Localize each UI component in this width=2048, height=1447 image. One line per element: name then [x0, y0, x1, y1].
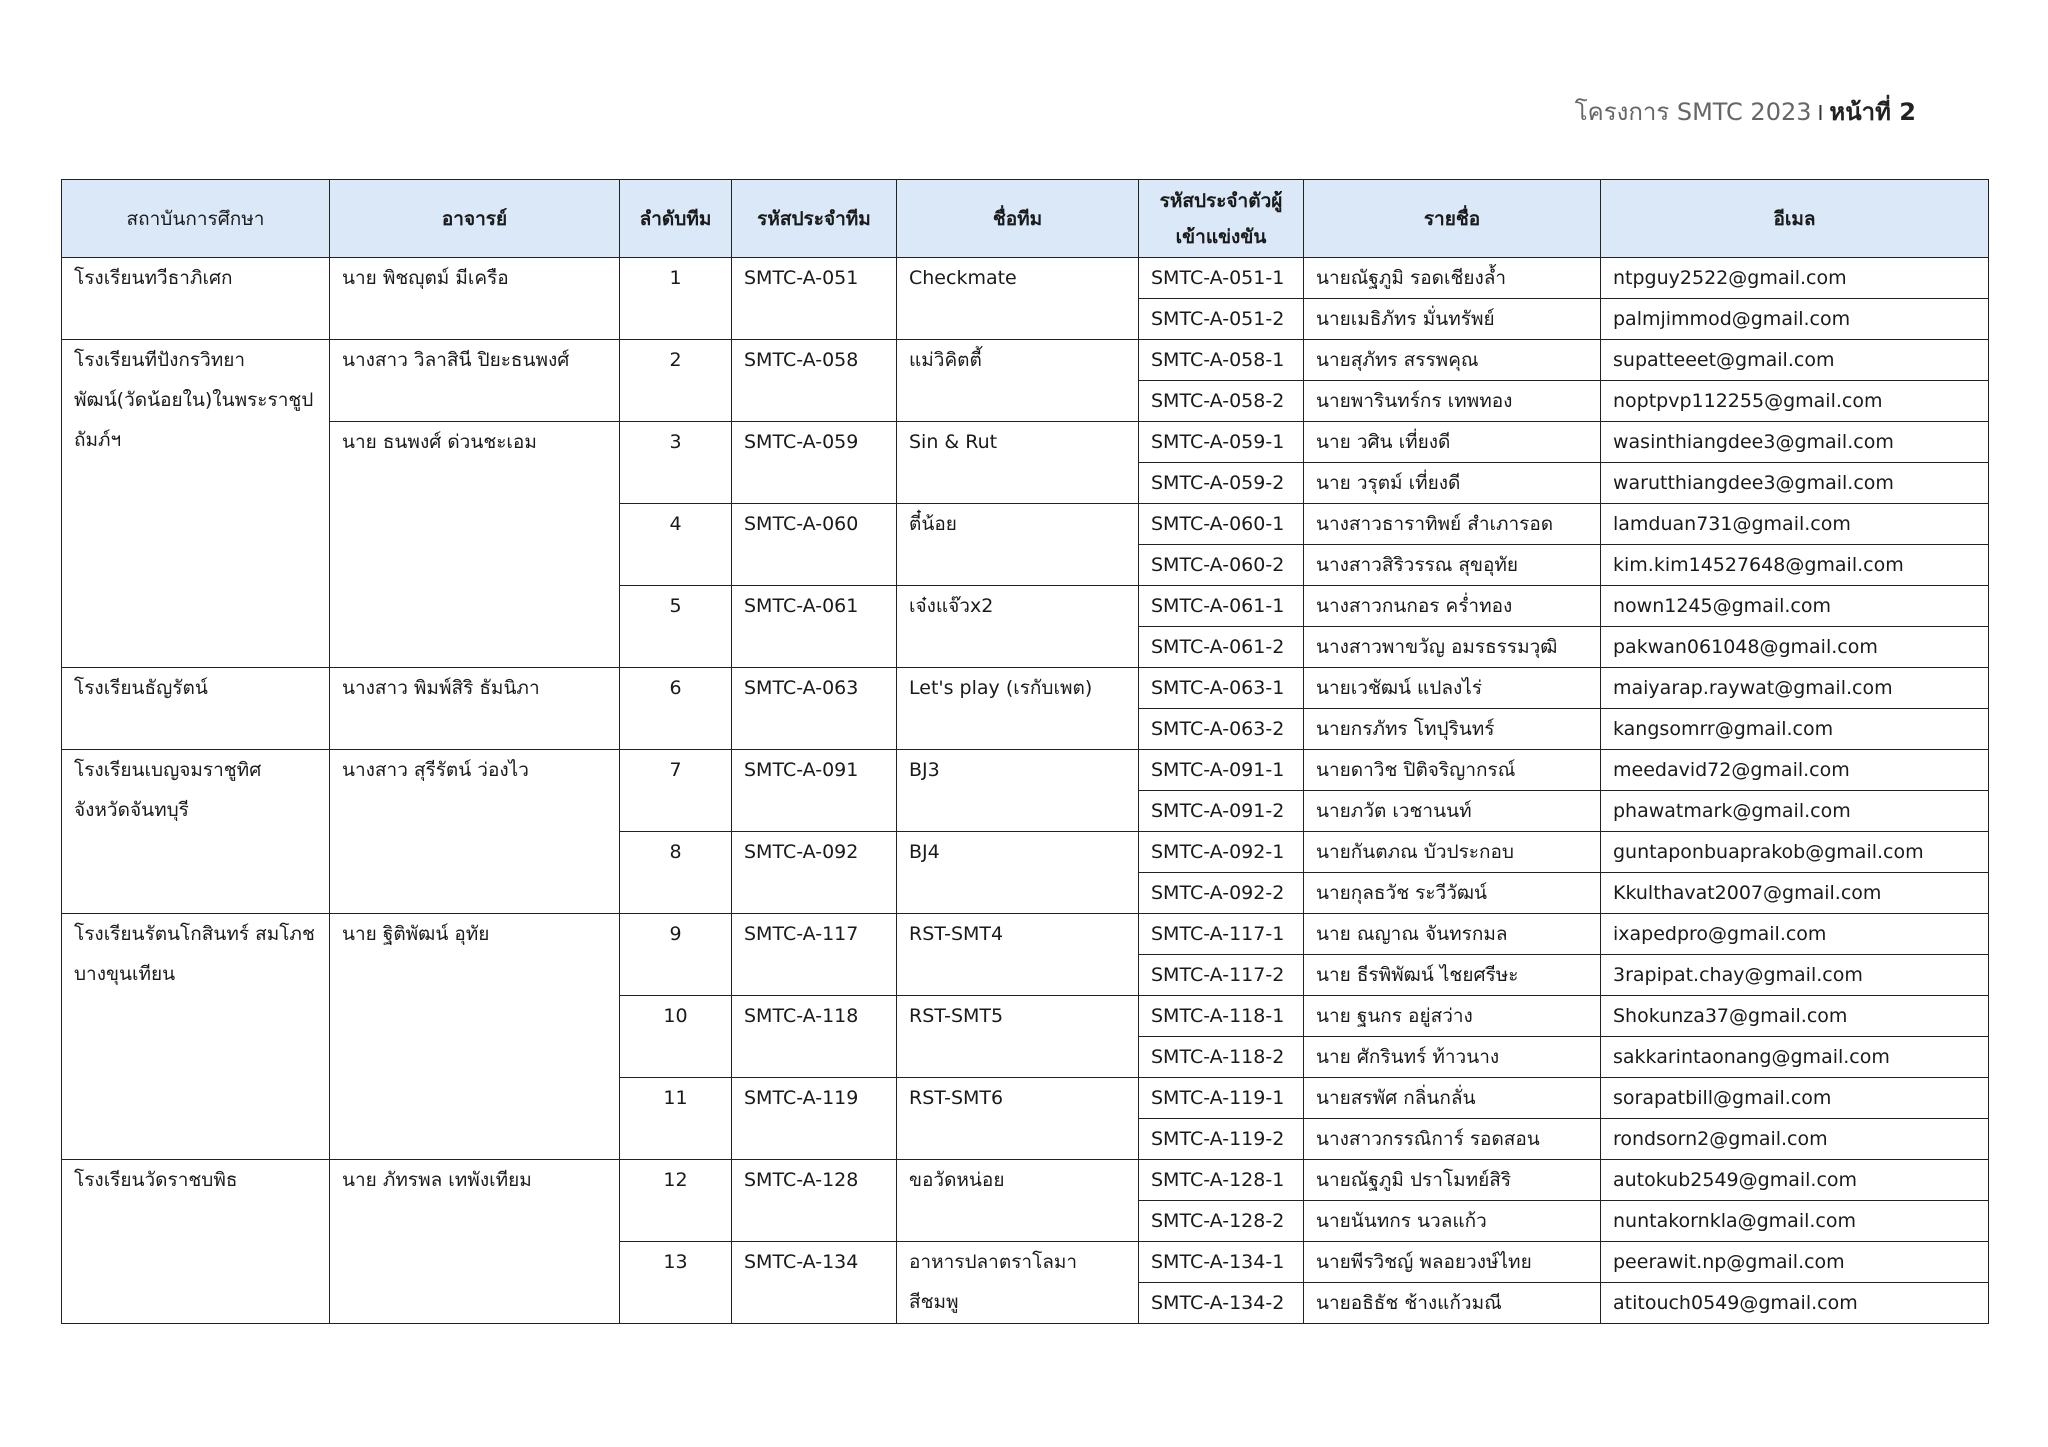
- member-code-cell: SMTC-A-134-1: [1139, 1242, 1304, 1283]
- institution-cell: โรงเรียนธัญรัตน์: [62, 668, 330, 750]
- member-email-cell: kim.kim14527648@gmail.com: [1601, 545, 1989, 586]
- header-separator: I: [1817, 101, 1824, 125]
- teacher-cell: นาย ธนพงศ์ ด่วนชะเอม: [330, 422, 620, 668]
- member-code-cell: SMTC-A-092-1: [1139, 832, 1304, 873]
- member-code-cell: SMTC-A-061-2: [1139, 627, 1304, 668]
- member-code-cell: SMTC-A-119-2: [1139, 1119, 1304, 1160]
- member-code-cell: SMTC-A-059-2: [1139, 463, 1304, 504]
- teacher-cell: นาย ภัทรพล เทพังเทียม: [330, 1160, 620, 1324]
- institution-cell: โรงเรียนเบญจมราชูทิศ จังหวัดจันทบุรี: [62, 750, 330, 914]
- team-code-cell: SMTC-A-118: [732, 996, 897, 1078]
- team-name-cell: Sin & Rut: [897, 422, 1139, 504]
- team-code-cell: SMTC-A-117: [732, 914, 897, 996]
- team-code-cell: SMTC-A-058: [732, 340, 897, 422]
- team-name-cell: BJ3: [897, 750, 1139, 832]
- table-row: [62, 1160, 1989, 1201]
- team-no-cell: 8: [620, 832, 732, 914]
- teacher-cell: นางสาว สุรีรัตน์ ว่องไว: [330, 750, 620, 914]
- teacher-cell: นางสาว วิลาสินี ปิยะธนพงศ์: [330, 340, 620, 422]
- team-name-cell: อาหารปลาตราโลมาสีชมพู: [897, 1242, 1139, 1324]
- team-no-cell: 1: [620, 258, 732, 340]
- member-email-cell: ixapedpro@gmail.com: [1601, 914, 1989, 955]
- member-code-cell: SMTC-A-060-2: [1139, 545, 1304, 586]
- member-code-cell: SMTC-A-061-1: [1139, 586, 1304, 627]
- team-no-cell: 3: [620, 422, 732, 504]
- member-name-cell: นาย ฐนกร อยู่สว่าง: [1304, 996, 1601, 1037]
- member-name-cell: นางสาวธาราทิพย์ สำเภารอด: [1304, 504, 1601, 545]
- team-name-cell: ตี๋น้อย: [897, 504, 1139, 586]
- member-code-cell: SMTC-A-051-2: [1139, 299, 1304, 340]
- member-email-cell: phawatmark@gmail.com: [1601, 791, 1989, 832]
- member-name-cell: นาย วศิน เที่ยงดี: [1304, 422, 1601, 463]
- member-code-cell: SMTC-A-063-2: [1139, 709, 1304, 750]
- team-name-cell: RST-SMT5: [897, 996, 1139, 1078]
- column-header-team-no: ลำดับทีม: [620, 180, 732, 258]
- team-name-cell: Let's play (เรกับเพต): [897, 668, 1139, 750]
- team-code-cell: SMTC-A-134: [732, 1242, 897, 1324]
- team-no-cell: 7: [620, 750, 732, 832]
- institution-cell: โรงเรียนทวีธาภิเศก: [62, 258, 330, 340]
- participants-table: [61, 179, 1989, 1324]
- teacher-cell: นาย ฐิติพัฒน์ อุทัย: [330, 914, 620, 1160]
- member-email-cell: sorapatbill@gmail.com: [1601, 1078, 1989, 1119]
- member-email-cell: Kkulthavat2007@gmail.com: [1601, 873, 1989, 914]
- member-name-cell: นางสาวพาขวัญ อมรธรรมวุฒิ: [1304, 627, 1601, 668]
- member-name-cell: นายสุภัทร สรรพคุณ: [1304, 340, 1601, 381]
- team-code-cell: SMTC-A-051: [732, 258, 897, 340]
- table-row: [62, 750, 1989, 791]
- member-code-cell: SMTC-A-091-2: [1139, 791, 1304, 832]
- member-email-cell: peerawit.np@gmail.com: [1601, 1242, 1989, 1283]
- member-email-cell: lamduan731@gmail.com: [1601, 504, 1989, 545]
- member-code-cell: SMTC-A-092-2: [1139, 873, 1304, 914]
- member-code-cell: SMTC-A-051-1: [1139, 258, 1304, 299]
- institution-cell: โรงเรียนวัดราชบพิธ: [62, 1160, 330, 1324]
- team-no-cell: 2: [620, 340, 732, 422]
- table-row: [62, 422, 1989, 463]
- team-name-cell: ขอวัดหน่อย: [897, 1160, 1139, 1242]
- column-header-member-code: [1139, 180, 1304, 258]
- team-name-cell: Checkmate: [897, 258, 1139, 340]
- teacher-cell: นางสาว พิมพ์สิริ ธัมนิภา: [330, 668, 620, 750]
- team-no-cell: 13: [620, 1242, 732, 1324]
- member-code-cell: SMTC-A-128-2: [1139, 1201, 1304, 1242]
- column-header-team-code: รหัสประจำทีม: [732, 180, 897, 258]
- member-code-header-line2: เข้าแข่งขัน: [1175, 225, 1267, 248]
- institution-cell: โรงเรียนรัตนโกสินทร์ สมโภชบางขุนเทียน: [62, 914, 330, 1160]
- member-name-cell: นายเมธิภัทร มั่นทรัพย์: [1304, 299, 1601, 340]
- member-name-cell: นางสาวกรรณิการ์ รอดสอน: [1304, 1119, 1601, 1160]
- member-email-cell: autokub2549@gmail.com: [1601, 1160, 1989, 1201]
- table-body: [62, 258, 1989, 1324]
- member-name-cell: นาย ณญาณ จันทรกมล: [1304, 914, 1601, 955]
- member-email-cell: warutthiangdee3@gmail.com: [1601, 463, 1989, 504]
- member-name-cell: นายนันทกร นวลแก้ว: [1304, 1201, 1601, 1242]
- member-name-cell: นายพารินทร์กร เทพทอง: [1304, 381, 1601, 422]
- member-name-cell: นางสาวสิริวรรณ สุขอุทัย: [1304, 545, 1601, 586]
- team-code-cell: SMTC-A-091: [732, 750, 897, 832]
- member-email-cell: supatteeet@gmail.com: [1601, 340, 1989, 381]
- member-code-cell: SMTC-A-063-1: [1139, 668, 1304, 709]
- team-name-cell: แม่วิคิตตี้: [897, 340, 1139, 422]
- member-email-cell: atitouch0549@gmail.com: [1601, 1283, 1989, 1324]
- member-name-cell: นายกันตภณ บัวประกอบ: [1304, 832, 1601, 873]
- member-name-cell: นายอธิธัช ช้างแก้วมณี: [1304, 1283, 1601, 1324]
- member-name-cell: นายดาวิช ปิติจริญากรณ์: [1304, 750, 1601, 791]
- member-email-cell: palmjimmod@gmail.com: [1601, 299, 1989, 340]
- member-code-cell: SMTC-A-118-2: [1139, 1037, 1304, 1078]
- page-number: หน้าที่ 2: [1829, 98, 1916, 126]
- table-row: [62, 668, 1989, 709]
- member-email-cell: kangsomrr@gmail.com: [1601, 709, 1989, 750]
- member-name-cell: นาย ธีรพิพัฒน์ ไชยศรีษะ: [1304, 955, 1601, 996]
- member-code-cell: SMTC-A-117-2: [1139, 955, 1304, 996]
- member-code-cell: SMTC-A-117-1: [1139, 914, 1304, 955]
- member-code-cell: SMTC-A-091-1: [1139, 750, 1304, 791]
- member-code-header-line1: รหัสประจำตัวผู้: [1159, 189, 1283, 212]
- member-code-cell: SMTC-A-058-2: [1139, 381, 1304, 422]
- member-email-cell: guntaponbuaprakob@gmail.com: [1601, 832, 1989, 873]
- column-header-member-name: รายชื่อ: [1304, 180, 1601, 258]
- member-name-cell: นายกุลธวัช ระวีวัฒน์: [1304, 873, 1601, 914]
- table-row: [62, 340, 1989, 381]
- member-code-cell: SMTC-A-058-1: [1139, 340, 1304, 381]
- member-email-cell: sakkarintaonang@gmail.com: [1601, 1037, 1989, 1078]
- member-code-cell: SMTC-A-060-1: [1139, 504, 1304, 545]
- member-code-cell: SMTC-A-128-1: [1139, 1160, 1304, 1201]
- project-title: โครงการ SMTC 2023: [1574, 98, 1812, 126]
- member-code-cell: SMTC-A-119-1: [1139, 1078, 1304, 1119]
- teacher-cell: นาย พิชญุตม์ มีเครือ: [330, 258, 620, 340]
- header-row: [62, 180, 1989, 258]
- table-row: [62, 914, 1989, 955]
- team-code-cell: SMTC-A-059: [732, 422, 897, 504]
- team-no-cell: 6: [620, 668, 732, 750]
- member-name-cell: นางสาวกนกอร คร่ำทอง: [1304, 586, 1601, 627]
- team-no-cell: 11: [620, 1078, 732, 1160]
- table-row: [62, 258, 1989, 299]
- team-no-cell: 4: [620, 504, 732, 586]
- team-name-cell: RST-SMT4: [897, 914, 1139, 996]
- member-email-cell: nuntakornkla@gmail.com: [1601, 1201, 1989, 1242]
- member-email-cell: rondsorn2@gmail.com: [1601, 1119, 1989, 1160]
- member-name-cell: นาย วรุตม์ เที่ยงดี: [1304, 463, 1601, 504]
- member-code-cell: SMTC-A-059-1: [1139, 422, 1304, 463]
- member-email-cell: wasinthiangdee3@gmail.com: [1601, 422, 1989, 463]
- team-no-cell: 5: [620, 586, 732, 668]
- member-code-cell: SMTC-A-118-1: [1139, 996, 1304, 1037]
- member-name-cell: นายพีรวิชญ์ พลอยวงษ์ไทย: [1304, 1242, 1601, 1283]
- member-email-cell: Shokunza37@gmail.com: [1601, 996, 1989, 1037]
- team-no-cell: 10: [620, 996, 732, 1078]
- page-header: [1575, 92, 1916, 131]
- member-email-cell: 3rapipat.chay@gmail.com: [1601, 955, 1989, 996]
- member-name-cell: นายสรพัศ กลิ่นกลั่น: [1304, 1078, 1601, 1119]
- member-email-cell: pakwan061048@gmail.com: [1601, 627, 1989, 668]
- team-code-cell: SMTC-A-060: [732, 504, 897, 586]
- member-name-cell: นาย ศักรินทร์ ท้าวนาง: [1304, 1037, 1601, 1078]
- column-header-email: อีเมล: [1601, 180, 1989, 258]
- team-name-cell: RST-SMT6: [897, 1078, 1139, 1160]
- team-name-cell: BJ4: [897, 832, 1139, 914]
- team-no-cell: 12: [620, 1160, 732, 1242]
- column-header-institution: สถาบันการศึกษา: [62, 180, 330, 258]
- team-code-cell: SMTC-A-128: [732, 1160, 897, 1242]
- member-email-cell: noptpvp112255@gmail.com: [1601, 381, 1989, 422]
- member-name-cell: นายณัฐภูมิ รอดเชียงล้ำ: [1304, 258, 1601, 299]
- member-name-cell: นายณัฐภูมิ ปราโมทย์สิริ: [1304, 1160, 1601, 1201]
- team-no-cell: 9: [620, 914, 732, 996]
- member-email-cell: meedavid72@gmail.com: [1601, 750, 1989, 791]
- member-name-cell: นายเวชัฒน์ แปลงไร่: [1304, 668, 1601, 709]
- member-code-cell: SMTC-A-134-2: [1139, 1283, 1304, 1324]
- team-code-cell: SMTC-A-063: [732, 668, 897, 750]
- team-code-cell: SMTC-A-119: [732, 1078, 897, 1160]
- institution-cell: โรงเรียนทีปังกรวิทยาพัฒน์(วัดน้อยใน)ในพระราชูปถัมภ์ฯ: [62, 340, 330, 668]
- column-header-teacher: อาจารย์: [330, 180, 620, 258]
- member-email-cell: maiyarap.raywat@gmail.com: [1601, 668, 1989, 709]
- team-code-cell: SMTC-A-061: [732, 586, 897, 668]
- column-header-team-name: ชื่อทีม: [897, 180, 1139, 258]
- member-email-cell: ntpguy2522@gmail.com: [1601, 258, 1989, 299]
- team-name-cell: เจ๋งแจ๊วx2: [897, 586, 1139, 668]
- member-name-cell: นายภวัต เวชานนท์: [1304, 791, 1601, 832]
- team-code-cell: SMTC-A-092: [732, 832, 897, 914]
- member-email-cell: nown1245@gmail.com: [1601, 586, 1989, 627]
- member-name-cell: นายกรภัทร โทปุรินทร์: [1304, 709, 1601, 750]
